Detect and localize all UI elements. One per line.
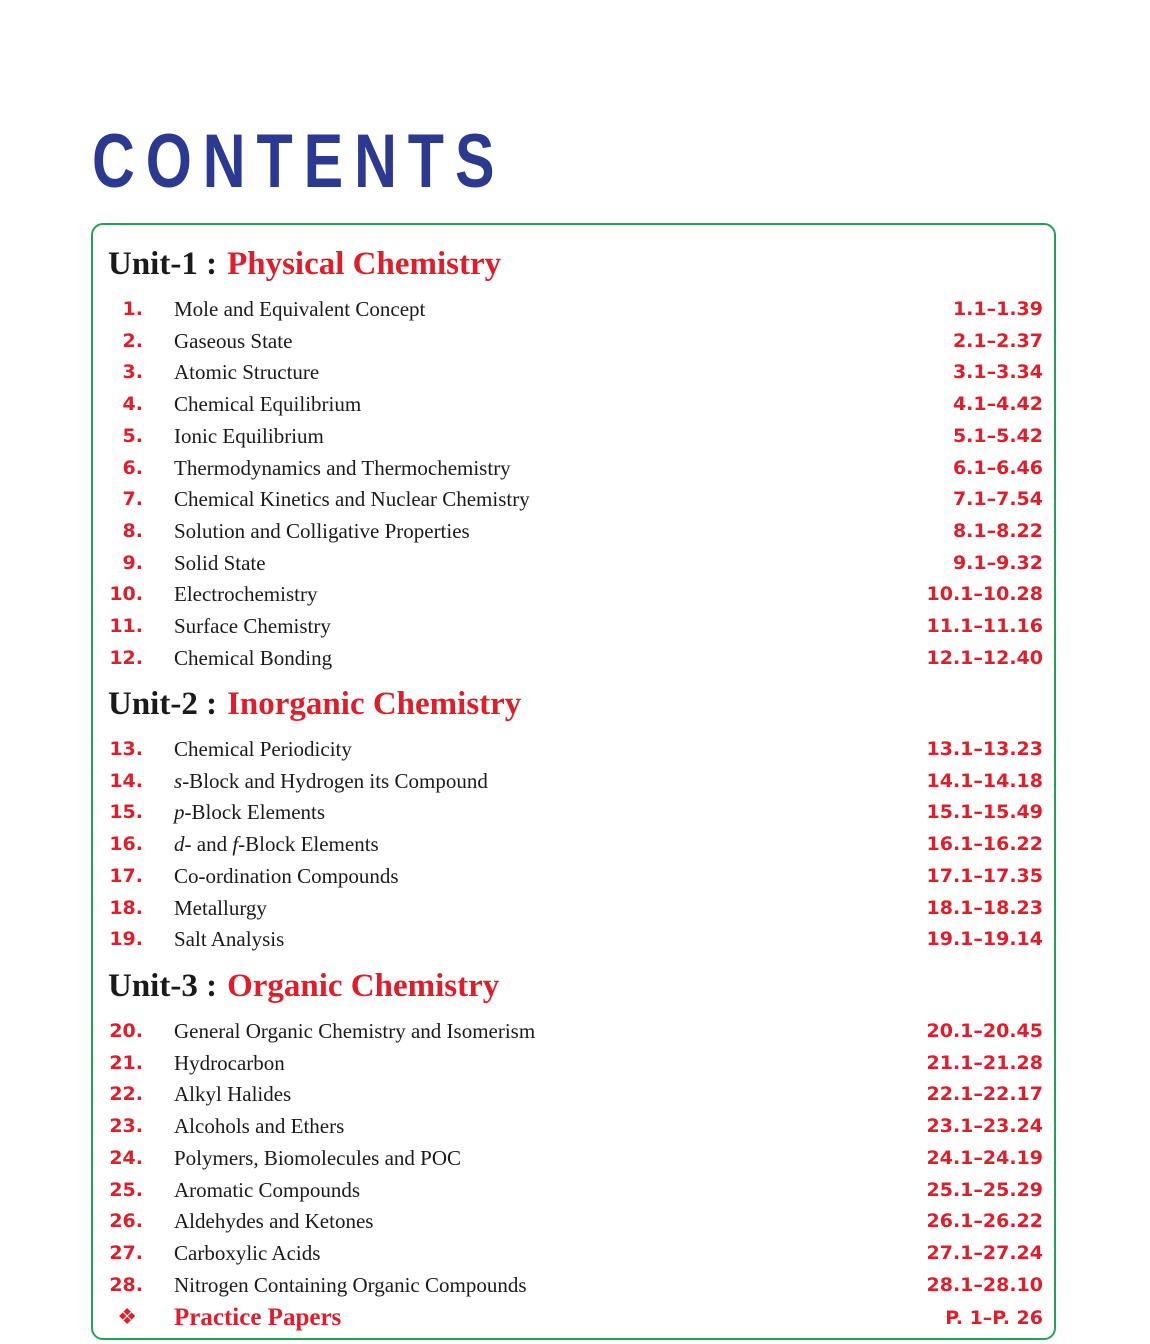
chapter-title: Metallurgy [174,895,267,920]
chapter-title: Solid State [174,550,266,575]
chapter-title: d- and f-Block Elements [174,832,379,857]
chapter-number: 23. [109,1115,143,1138]
chapter-row[interactable] [0,453,1150,483]
chapter-pages: 27.1–27.24 [926,1241,1043,1264]
chapter-row[interactable] [0,421,1150,451]
unit-heading [108,686,521,722]
chapter-title: Mole and Equivalent Concept [174,297,426,321]
chapter-number: 9. [122,551,143,574]
chapter-pages: 22.1–22.17 [926,1083,1043,1106]
chapter-number: 28. [109,1273,143,1296]
chapter-pages: 18.1–18.23 [926,896,1043,919]
chapter-pages: 5.1–5.42 [952,424,1043,447]
chapter-row[interactable] [0,484,1150,514]
chapter-number: 21. [109,1051,143,1074]
chapter-row[interactable] [0,357,1150,387]
chapter-title-italic: d [174,832,185,857]
chapter-number: 10. [109,583,143,606]
chapter-number: 6. [122,456,143,479]
chapter-pages: 13.1–13.23 [926,738,1043,760]
chapter-pages: 12.1–12.40 [926,646,1043,669]
chapter-row[interactable] [0,829,1150,859]
chapter-pages: 10.1–10.28 [926,583,1043,606]
chapter-pages: 25.1–25.29 [926,1178,1043,1201]
chapter-pages: 16.1–16.22 [926,833,1043,856]
chapter-title: Alkyl Halides [174,1082,292,1107]
chapter-title: Chemical Kinetics and Nuclear Chemistry [174,487,530,512]
chapter-row[interactable] [0,548,1150,578]
chapter-number: 5. [122,424,143,447]
chapter-pages: 7.1–7.54 [952,488,1043,511]
chapter-number: 22. [109,1083,143,1106]
chapter-row[interactable] [0,516,1150,546]
chapter-title: Chemical Equilibrium [174,392,362,417]
chapter-number: 8. [122,519,143,542]
four-diamond-icon: ❖ [117,1305,137,1331]
chapter-title: Thermodynamics and Thermochemistry [174,455,511,480]
unit-label: Unit-3 : [108,968,218,1004]
chapter-row[interactable] [0,1016,1150,1046]
chapter-title: General Organic Chemistry and Isomerism [174,1019,536,1043]
chapter-number: 18. [109,896,143,919]
chapter-pages: 21.1–21.28 [926,1051,1043,1074]
chapter-number: 1. [122,298,143,320]
practice-papers-pages: P. 1–P. 26 [945,1307,1043,1330]
chapter-pages: 1.1–1.39 [952,298,1043,320]
chapter-row[interactable] [0,294,1150,324]
chapter-number: 4. [122,393,143,416]
chapter-title: Co-ordination Compounds [174,863,399,888]
chapter-pages: 2.1–2.37 [952,329,1043,352]
page-title: CONTENTS [92,119,506,204]
chapter-title: Gaseous State [174,328,293,353]
chapter-title-italic: f [232,832,239,857]
unit-heading [108,968,499,1004]
chapter-title-italic: p [174,800,185,825]
unit-label: Unit-2 : [108,686,218,722]
chapter-number: 27. [109,1241,143,1264]
chapter-number: 3. [122,361,143,384]
chapter-title: Salt Analysis [174,927,285,952]
chapter-number: 26. [109,1210,143,1233]
chapter-row[interactable] [0,1111,1150,1141]
chapter-number: 13. [109,738,143,760]
chapter-row[interactable] [0,893,1150,923]
chapter-title: Alcohols and Ethers [174,1114,345,1139]
chapter-row[interactable] [0,1270,1150,1300]
chapter-row[interactable] [0,797,1150,827]
chapter-pages: 8.1–8.22 [952,519,1043,542]
chapter-number: 16. [109,833,143,856]
chapter-row[interactable] [0,1079,1150,1109]
chapter-title: Chemical Bonding [174,645,333,670]
unit-heading [108,246,501,282]
chapter-row[interactable] [0,326,1150,356]
chapter-row[interactable] [0,734,1150,764]
chapter-title: Ionic Equilibrium [174,423,324,448]
practice-papers-title: Practice Papers [174,1304,342,1332]
chapter-row[interactable] [0,643,1150,673]
chapter-pages: 4.1–4.42 [952,393,1043,416]
chapter-title: Hydrocarbon [174,1050,285,1075]
chapter-pages: 6.1–6.46 [952,456,1043,479]
chapter-row[interactable] [0,389,1150,419]
chapter-pages: 9.1–9.32 [952,551,1043,574]
chapter-row[interactable] [0,1048,1150,1078]
chapter-row[interactable] [0,861,1150,891]
chapter-number: 2. [122,329,143,352]
chapter-number: 17. [109,864,143,887]
chapter-row[interactable] [0,1143,1150,1173]
unit-name: Physical Chemistry [227,246,502,282]
chapter-pages: 3.1–3.34 [952,361,1043,384]
chapter-title: p-Block Elements [174,800,326,825]
chapter-title: s-Block and Hydrogen its Compound [174,768,488,793]
chapter-title-italic: s [174,768,183,793]
chapter-pages: 15.1–15.49 [926,801,1043,824]
unit-label: Unit-1 : [108,246,218,282]
practice-papers-row[interactable] [0,1303,1150,1333]
chapter-row[interactable] [0,1206,1150,1236]
unit-name: Inorganic Chemistry [227,686,522,722]
chapter-pages: 23.1–23.24 [926,1115,1043,1138]
chapter-pages: 19.1–19.14 [926,928,1043,951]
chapter-row[interactable] [0,579,1150,609]
chapter-row[interactable] [0,1238,1150,1268]
chapter-title: Atomic Structure [174,360,320,385]
chapter-pages: 11.1–11.16 [926,615,1043,637]
chapter-pages: 17.1–17.35 [926,864,1043,887]
chapter-number: 25. [109,1178,143,1201]
chapter-title: Carboxylic Acids [174,1240,321,1265]
chapter-title: Electrochemistry [174,582,318,607]
chapter-title: Solution and Colligative Properties [174,518,470,543]
chapter-number: 24. [109,1146,143,1169]
chapter-pages: 28.1–28.10 [926,1273,1043,1296]
chapter-row[interactable] [0,766,1150,796]
chapter-pages: 14.1–14.18 [926,769,1043,792]
chapter-title: Polymers, Biomolecules and POC [174,1145,461,1170]
chapter-title: Nitrogen Containing Organic Compounds [174,1272,527,1297]
chapter-title: Chemical Periodicity [174,737,352,761]
chapter-pages: 20.1–20.45 [926,1020,1043,1042]
chapter-number: 7. [122,488,143,511]
chapter-number: 15. [109,801,143,824]
chapter-number: 11. [109,615,143,637]
unit-name: Organic Chemistry [227,968,500,1004]
chapter-title: Aldehydes and Ketones [174,1209,374,1234]
chapter-row[interactable] [0,924,1150,954]
chapter-title: Surface Chemistry [174,614,331,638]
chapter-number: 12. [109,646,143,669]
chapter-pages: 24.1–24.19 [926,1146,1043,1169]
chapter-pages: 26.1–26.22 [926,1210,1043,1233]
chapter-title: Aromatic Compounds [174,1177,361,1202]
chapter-row[interactable] [0,611,1150,641]
chapter-row[interactable] [0,1175,1150,1205]
chapter-number: 19. [109,928,143,951]
chapter-number: 14. [109,769,143,792]
chapter-number: 20. [109,1020,143,1042]
